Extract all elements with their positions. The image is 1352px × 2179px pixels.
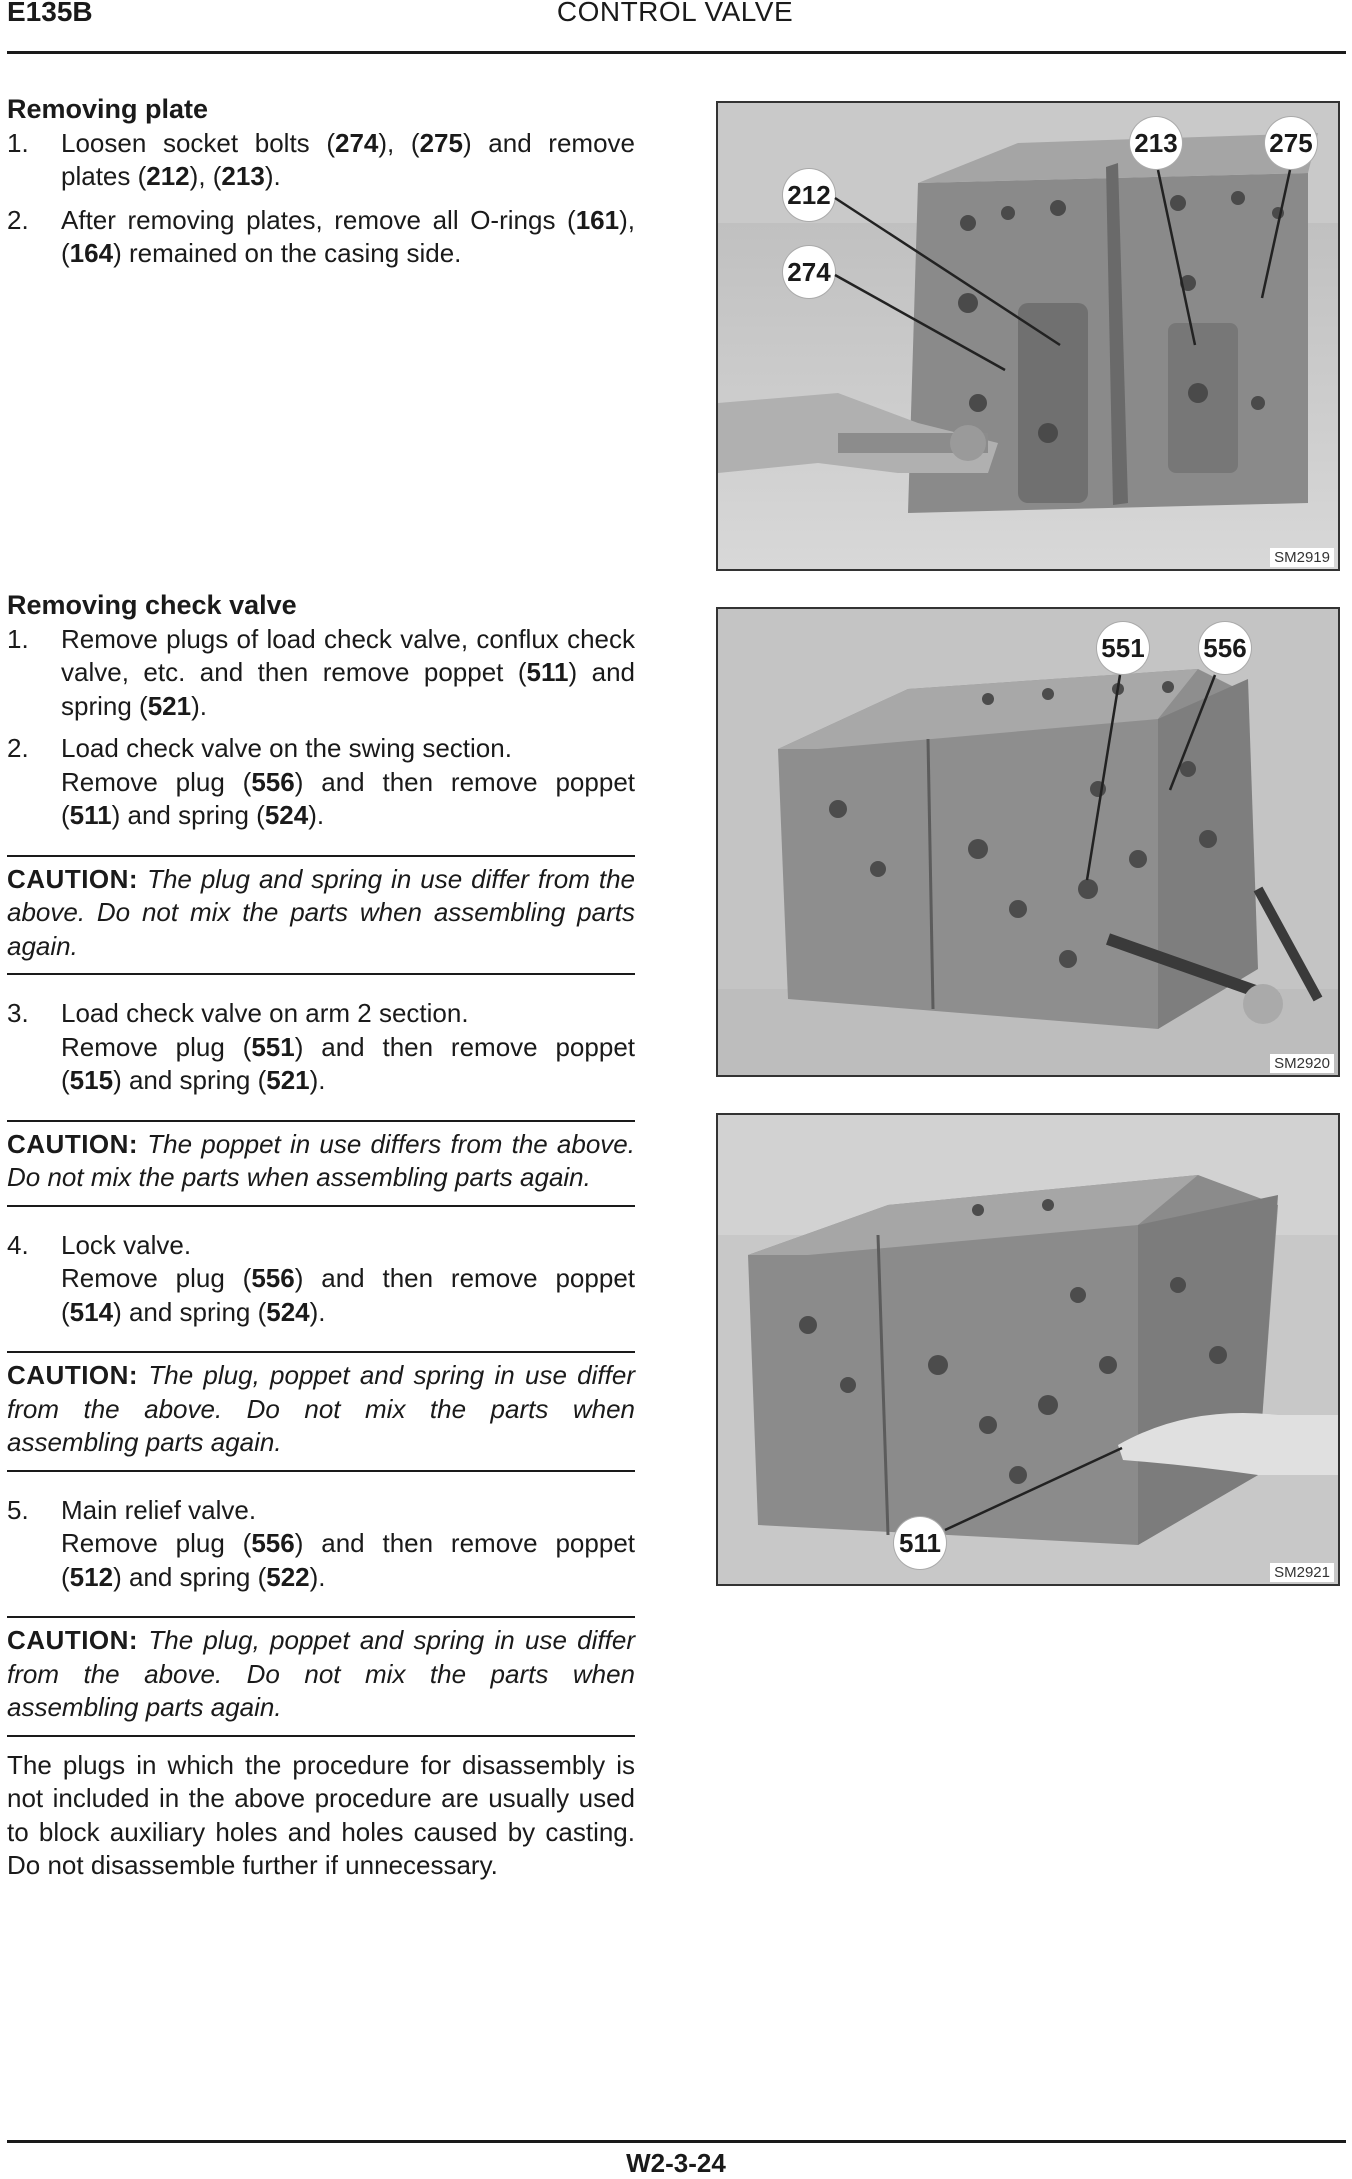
figure-id: SM2920 bbox=[1270, 1054, 1334, 1073]
caution-text: The plug and spring in use differ from the above. Do not mix the parts when assembling parts again. bbox=[7, 863, 635, 961]
callout-551: 551 bbox=[1097, 622, 1149, 674]
valve-photo-illustration bbox=[718, 609, 1338, 1075]
step-number: 3. bbox=[7, 998, 29, 1028]
step-number: 4. bbox=[7, 1229, 29, 1260]
step-4 bbox=[7, 1229, 635, 1330]
part-number: 524 bbox=[266, 1296, 310, 1327]
part-number: 556 bbox=[251, 1528, 295, 1558]
step-text-fragment: Loosen socket bolts ( bbox=[61, 127, 335, 158]
step-line: Lock valve. bbox=[61, 1229, 192, 1260]
part-number: 521 bbox=[266, 1065, 310, 1095]
part-number: 522 bbox=[266, 1561, 310, 1592]
photo-check-valve-removal bbox=[716, 607, 1340, 1077]
step-number: 2. bbox=[7, 204, 29, 235]
step-text bbox=[61, 1527, 635, 1594]
caution-box bbox=[7, 1120, 635, 1207]
step-text-fragment: ). bbox=[264, 161, 281, 191]
step-text-fragment: Remove plug ( bbox=[61, 766, 252, 797]
step-text-fragment: ) and spring ( bbox=[113, 1296, 267, 1327]
header-rule bbox=[7, 51, 1346, 54]
step-number: 5. bbox=[7, 1494, 29, 1525]
step-text bbox=[61, 127, 635, 194]
step-text-fragment: ). bbox=[309, 1561, 326, 1592]
valve-photo-illustration bbox=[718, 1115, 1338, 1584]
section-removing-plate bbox=[7, 93, 635, 271]
step-text-fragment: ) and spring ( bbox=[61, 657, 635, 721]
part-number: 512 bbox=[69, 1561, 114, 1592]
caution-text: The plug, poppet and spring in use differ from the above. Do not mix the parts when assembling parts again. bbox=[7, 1625, 635, 1722]
step-number: 2. bbox=[7, 733, 29, 763]
step-2 bbox=[7, 204, 635, 271]
step-text-fragment: ) and then remove poppet ( bbox=[61, 1031, 636, 1095]
step-text-fragment: ) and then remove poppet ( bbox=[61, 1263, 636, 1327]
part-number: 511 bbox=[69, 800, 112, 830]
step-text bbox=[61, 204, 635, 271]
step-text-fragment: ) and then remove poppet ( bbox=[61, 766, 636, 830]
part-number: 511 bbox=[526, 657, 569, 687]
step-line: Load check valve on arm 2 section. bbox=[61, 998, 469, 1028]
step-line: Main relief valve. bbox=[61, 1494, 257, 1525]
step-5 bbox=[7, 1494, 635, 1595]
part-number: 515 bbox=[69, 1065, 114, 1095]
step-1 bbox=[7, 623, 635, 724]
note-paragraph: The plugs in which the procedure for disassembly is not included in the above procedure are usually used to block auxiliary holes and holes caused by casting. Do not disassemble further if unnecessary. bbox=[7, 1749, 635, 1880]
step-text-fragment: ). bbox=[191, 690, 207, 721]
step-text-fragment: ) and remove plates ( bbox=[61, 127, 636, 191]
figure-id: SM2921 bbox=[1270, 1563, 1334, 1582]
callout-275: 275 bbox=[1265, 117, 1317, 169]
part-number: 213 bbox=[221, 161, 265, 191]
part-number: 524 bbox=[264, 800, 309, 830]
section-heading: Removing plate bbox=[7, 94, 209, 124]
step-text-fragment: ), ( bbox=[61, 204, 635, 268]
page-title: CONTROL VALVE bbox=[556, 0, 794, 27]
caution-box bbox=[7, 1351, 635, 1472]
caution-text: The poppet in use differs from the above. Do not mix the parts when assembling parts again. bbox=[7, 1128, 635, 1192]
step-number: 1. bbox=[7, 623, 29, 654]
step-text-fragment: ). bbox=[308, 800, 325, 830]
figure-id: SM2919 bbox=[1270, 548, 1334, 567]
callout-274: 274 bbox=[783, 246, 835, 298]
step-line: Load check valve on the swing section. bbox=[61, 733, 512, 763]
caution-box bbox=[7, 855, 635, 976]
caution-text: The plug, poppet and spring in use differ from the above. Do not mix the parts when assembling parts again. bbox=[7, 1360, 635, 1457]
step-number: 1. bbox=[7, 127, 29, 158]
step-text-fragment: Remove plug ( bbox=[61, 1031, 252, 1062]
manual-model: E135B bbox=[7, 0, 93, 27]
step-2 bbox=[7, 732, 635, 833]
page-number: W2-3-24 bbox=[626, 2148, 726, 2178]
section-removing-check-valve bbox=[7, 589, 635, 1883]
part-number: 556 bbox=[251, 1263, 295, 1293]
step-text-fragment: ). bbox=[309, 1296, 326, 1327]
step-text-fragment: ) and spring ( bbox=[113, 1065, 267, 1095]
step-text-fragment: Remove plugs of load check valve, conflux check valve, etc. and then remove poppet ( bbox=[61, 623, 635, 687]
step-text bbox=[61, 766, 635, 833]
step-text-fragment: Remove plug ( bbox=[61, 1263, 252, 1293]
step-1 bbox=[7, 127, 635, 194]
step-text-fragment: ) and spring ( bbox=[113, 1561, 267, 1592]
part-number: 212 bbox=[146, 161, 190, 191]
caution-label: CAUTION: bbox=[7, 1128, 139, 1159]
callout-511: 511 bbox=[894, 1517, 946, 1569]
part-number: 275 bbox=[419, 127, 463, 158]
step-text-fragment: Remove plug ( bbox=[61, 1528, 252, 1558]
callout-212: 212 bbox=[783, 169, 835, 221]
part-number: 551 bbox=[251, 1031, 295, 1062]
part-number: 274 bbox=[334, 127, 379, 158]
part-number: 521 bbox=[147, 690, 192, 721]
callout-213: 213 bbox=[1130, 117, 1182, 169]
caution-label: CAUTION: bbox=[7, 1360, 139, 1390]
step-text-fragment: ). bbox=[309, 1065, 326, 1095]
step-text bbox=[61, 1031, 635, 1098]
part-number: 556 bbox=[251, 766, 295, 797]
footer-rule bbox=[7, 2140, 1346, 2143]
part-number: 514 bbox=[69, 1296, 114, 1327]
caution-label: CAUTION: bbox=[7, 1625, 139, 1655]
photo-lock-valve bbox=[716, 1113, 1340, 1586]
step-text-fragment: ) and spring ( bbox=[111, 800, 265, 830]
step-3 bbox=[7, 997, 635, 1098]
caution-box bbox=[7, 1616, 635, 1737]
step-text-fragment: ), ( bbox=[189, 161, 222, 191]
caution-label: CAUTION: bbox=[7, 863, 139, 894]
callout-556: 556 bbox=[1199, 622, 1251, 674]
part-number: 161 bbox=[575, 204, 620, 235]
step-text-fragment: ) and then remove poppet ( bbox=[61, 1528, 636, 1592]
step-text-fragment: After removing plates, remove all O-rings ( bbox=[61, 204, 576, 235]
step-text-fragment: ) remained on the casing side. bbox=[113, 238, 462, 268]
step-text-fragment: ), ( bbox=[378, 127, 420, 158]
part-number: 164 bbox=[69, 238, 114, 268]
step-text bbox=[61, 623, 635, 724]
section-heading: Removing check valve bbox=[7, 590, 297, 620]
step-text bbox=[61, 1262, 635, 1329]
